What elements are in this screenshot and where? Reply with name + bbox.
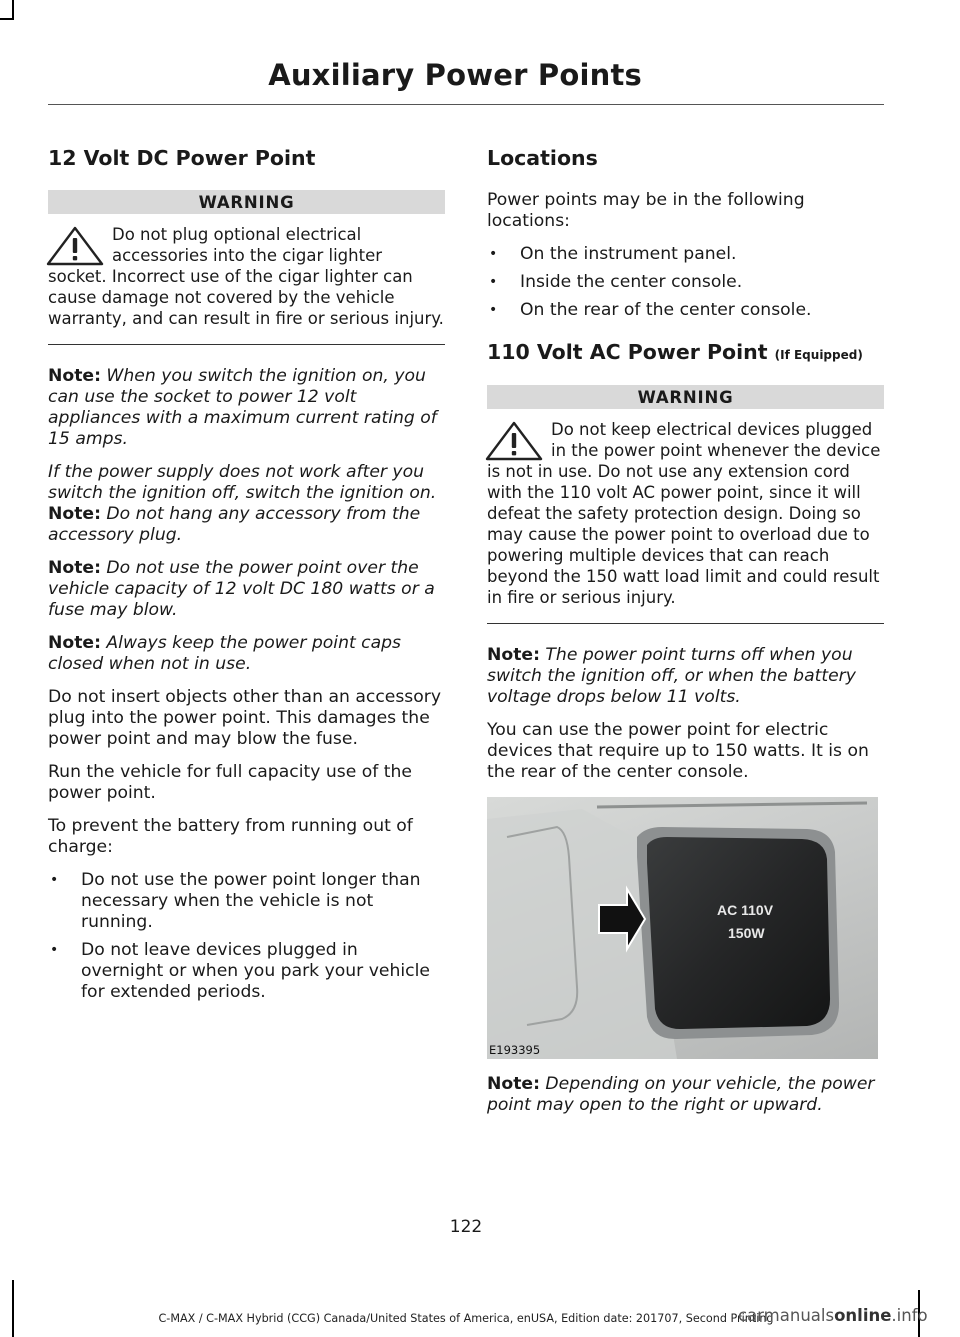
section-heading-12v: 12 Volt DC Power Point — [48, 146, 316, 170]
note: Note: Always keep the power point caps closed when not in use. — [48, 632, 402, 674]
warning-text: Do not keep electrical devices plugged in the power point whenever the device is not in use. Do not use any extension cord with the 110 volt AC power point, since it will defeat the safety protection design. Doing so may cause the power point to overload due to powering multiple devices that can reach beyond the 150 watt load limit and could result in fire or serious injury. — [487, 420, 881, 608]
list-item: • On the rear of the center console. — [487, 300, 884, 321]
paragraph: Run the vehicle for full capacity use of the power point. — [48, 761, 412, 803]
note: Note: When you switch the ignition on, you can use the socket to power 12 volt appliances with a maximum current rating of 15 amps. — [48, 365, 437, 449]
power-point-illustration — [487, 797, 878, 1059]
list-item: • Do not leave devices plugged in overnight or when you park your vehicle for extended periods. — [48, 940, 445, 1003]
figure-label-ac: AC 110V — [717, 902, 774, 919]
footer-text: C-MAX / C-MAX Hybrid (CCG) Canada/United States of America, enUSA, Edition date: 201707, Second Printing — [158, 1312, 774, 1325]
warning-box — [487, 419, 884, 624]
paragraph: You can use the power point for electric devices that require up to 150 watts. It is on the rear of the center console. — [487, 720, 869, 783]
watermark: carmanualsonline.info — [738, 1306, 928, 1325]
warning-box — [48, 224, 445, 345]
bullet-list — [48, 870, 445, 1003]
crop-mark — [0, 18, 14, 20]
list-item: • Inside the center console. — [487, 272, 884, 293]
warning-text: Do not plug optional electrical accessories into the cigar lighter socket. Incorrect use of the cigar lighter can cause damage not covered by the vehicle warranty, and can result in fire or serious injury. — [48, 224, 444, 328]
crop-mark — [12, 1280, 14, 1337]
section-heading-locations: Locations — [487, 146, 598, 170]
figure-code: E193395 — [489, 1043, 541, 1058]
page-number: 122 — [449, 1217, 483, 1237]
power-point-figure — [487, 797, 878, 1059]
paragraph: To prevent the battery from running out of charge: — [48, 815, 413, 857]
crop-mark — [12, 0, 14, 18]
warning-triangle-icon — [483, 421, 545, 461]
figure-label-watt: 150W — [728, 925, 765, 942]
note-continued: If the power supply does not work after you switch the ignition off, switch the ignition on. — [48, 461, 437, 503]
list-item: • On the instrument panel. — [487, 244, 884, 265]
header-divider — [48, 104, 884, 105]
note: Note: Do not use the power point over the vehicle capacity of 12 volt DC 180 watts or a fuse may blow. — [48, 557, 435, 620]
paragraph: Power points may be in the following locations: — [487, 189, 805, 231]
list-item: • Do not use the power point longer than necessary when the vehicle is not running. — [48, 870, 445, 933]
page-header-title: Auxiliary Power Points — [268, 58, 642, 92]
warning-label: WARNING — [48, 190, 445, 214]
left-column — [48, 145, 445, 1017]
warning-label: WARNING — [487, 385, 884, 409]
note: Note: The power point turns off when you switch the ignition off, or when the battery voltage drops below 11 volts. — [487, 645, 856, 708]
note: Note: Depending on your vehicle, the power point may open to the right or upward. — [487, 1074, 875, 1116]
right-column — [487, 145, 884, 1128]
warning-triangle-icon — [44, 226, 106, 266]
paragraph: Do not insert objects other than an accessory plug into the power point. This damages the power point and may blow the fuse. — [48, 686, 442, 749]
bullet-list — [487, 244, 884, 321]
note: Note: Do not hang any accessory from the accessory plug. — [48, 503, 421, 545]
section-heading-110v: 110 Volt AC Power Point (If Equipped) — [487, 339, 863, 364]
